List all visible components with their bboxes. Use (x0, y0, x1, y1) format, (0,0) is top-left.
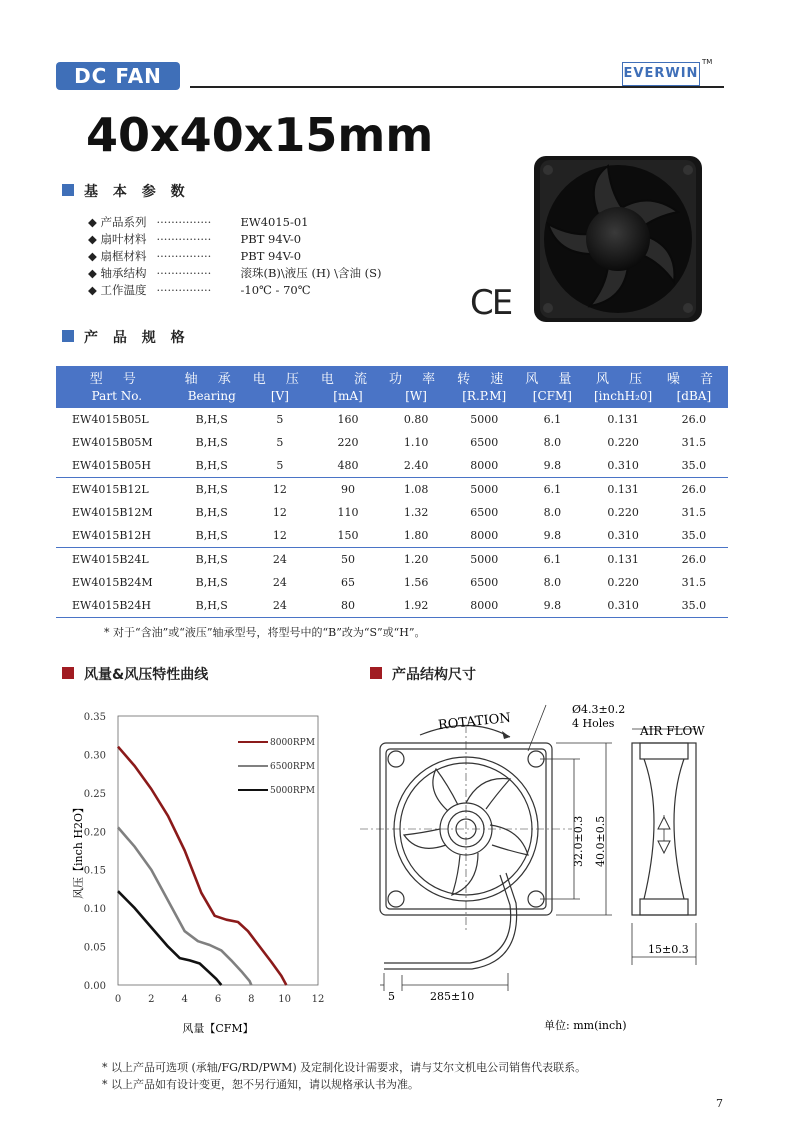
table-cell: 24 (246, 594, 314, 618)
table-cell: B,H,S (195, 413, 228, 426)
leader-dots: ··············· (156, 232, 212, 246)
column-header: 电 压 (246, 366, 314, 387)
table-cell: B,H,S (178, 548, 246, 572)
table-cell: 9.8 (543, 529, 562, 542)
column-header: 功 率 (382, 366, 450, 387)
param-value: 滚珠(B)\液压 (H) \含油 (S) (240, 266, 382, 280)
table-cell: 0.131 (586, 478, 659, 502)
table-cell: 8000 (450, 594, 518, 618)
dim-32-label: 32.0±0.3 (572, 815, 585, 867)
leader-dots: ··············· (156, 249, 212, 263)
series-line-8000rpm (118, 747, 286, 985)
table-cell: 6500 (470, 436, 499, 449)
x-tick-label: 4 (181, 994, 188, 1005)
column-unit: [W] (382, 387, 450, 408)
table-cell: B,H,S (178, 478, 246, 502)
param-row (88, 214, 382, 231)
param-key: 扇框材料 (100, 249, 147, 263)
table-cell: 35.0 (660, 594, 728, 618)
table-cell: 12 (272, 529, 287, 542)
x-tick-label: 12 (311, 994, 325, 1005)
airflow-label: AIR FLOW (640, 724, 705, 738)
diamond-bullet-icon: ◆ (88, 249, 101, 263)
table-cell: 110 (337, 506, 359, 519)
dimension-drawing (360, 695, 730, 1035)
param-row (88, 231, 382, 248)
fan-photo (528, 150, 708, 328)
table-cell: 26.0 (660, 478, 728, 502)
x-tick-label: 2 (148, 994, 155, 1005)
table-row (56, 408, 728, 431)
param-value: PBT 94V-0 (240, 249, 302, 263)
table-cell: 0.220 (607, 436, 639, 449)
diamond-bullet-icon: ◆ (88, 266, 101, 280)
table-cell: 220 (337, 436, 359, 449)
param-row (88, 265, 382, 282)
column-header: 电 流 (314, 366, 382, 387)
table-cell: 5 (276, 436, 284, 449)
table-cell: 150 (337, 529, 359, 542)
table-cell: 1.20 (382, 548, 450, 572)
footer-note-1: * 以上产品可选项 (承轴/FG/RD/PWM) 及定制化设计需要求，请与艾尔文机电公司销售代表联系。 (102, 1061, 587, 1074)
table-cell: 1.56 (403, 576, 429, 589)
x-tick-label: 6 (214, 994, 222, 1005)
table-row (56, 571, 728, 594)
table-cell: 8.0 (543, 436, 562, 449)
table-cell: 5000 (470, 413, 499, 426)
table-cell: 12 (272, 506, 287, 519)
legend-label: 6500RPM (270, 762, 315, 772)
table-cell: B,H,S (195, 506, 228, 519)
table-cell: 31.5 (681, 506, 707, 519)
footer-note-2: * 以上产品如有设计变更，恕不另行通知，请以规格承认书为准。 (102, 1078, 419, 1091)
table-cell: B,H,S (195, 459, 228, 472)
dim-5-label: 5 (388, 990, 395, 1003)
y-tick-label: 0.25 (83, 788, 106, 800)
column-unit: [R.P.M] (450, 387, 518, 408)
column-header: 轴 承 (178, 366, 246, 387)
table-cell: B,H,S (178, 594, 246, 618)
column-header: 风 压 (586, 366, 659, 387)
diamond-bullet-icon: ◆ (88, 215, 101, 229)
trademark-mark: TM (702, 58, 713, 66)
dims-heading: 产品结构尺寸 (392, 667, 476, 683)
x-tick-label: 8 (248, 994, 255, 1005)
table-cell: EW4015B24M (72, 576, 153, 589)
basic-heading: 基 本 参 数 (84, 184, 190, 200)
legend-label: 8000RPM (270, 738, 315, 748)
table-cell: 0.220 (607, 576, 639, 589)
header-rule (190, 86, 724, 88)
table-cell: EW4015B12L (56, 478, 178, 502)
column-header: 噪 音 (660, 366, 728, 387)
table-cell: 9.8 (543, 459, 562, 472)
leader-dots: ··············· (156, 266, 212, 280)
table-header-en (56, 387, 728, 408)
table-row (56, 431, 728, 454)
y-tick-label: 0.05 (83, 942, 106, 954)
table-cell: 1.80 (403, 529, 429, 542)
table-cell: 80 (314, 594, 382, 618)
table-row (56, 524, 728, 548)
table-row (56, 478, 728, 502)
table-note: * 对于“含油”或“液压”轴承型号，将型号中的“B”改为“S”或“H”。 (104, 626, 426, 639)
table-cell: 35.0 (681, 459, 707, 472)
diamond-bullet-icon: ◆ (88, 232, 101, 246)
table-row (56, 454, 728, 478)
holes-dia-label: Ø4.3±0.2 (572, 703, 626, 716)
table-cell: EW4015B24H (56, 594, 178, 618)
column-unit: [dBA] (660, 387, 728, 408)
table-cell: 0.310 (607, 529, 639, 542)
x-tick-label: 10 (278, 994, 292, 1005)
column-unit: [mA] (314, 387, 382, 408)
table-cell: 480 (337, 459, 359, 472)
table-cell: 5000 (450, 478, 518, 502)
y-tick-label: 0.35 (83, 712, 106, 723)
curve-heading: 风量&风压特性曲线 (84, 667, 209, 683)
column-header: 风 量 (518, 366, 586, 387)
table-cell: 1.32 (403, 506, 429, 519)
table-row (56, 501, 728, 524)
table-header-cn (56, 366, 728, 387)
plot-frame (118, 716, 318, 985)
table-cell: 8000 (470, 529, 499, 542)
table-cell: 2.40 (403, 459, 429, 472)
table-cell: 65 (340, 576, 355, 589)
leader-dots: ··············· (156, 283, 212, 297)
dim-285-label: 285±10 (430, 990, 475, 1003)
table-cell: 5000 (450, 548, 518, 572)
table-cell: 31.5 (681, 436, 707, 449)
table-cell: 31.5 (681, 576, 707, 589)
table-cell: 35.0 (681, 529, 707, 542)
param-row (88, 248, 382, 265)
y-tick-label: 0.20 (83, 827, 106, 839)
table-cell: 0.131 (607, 413, 639, 426)
table-cell: 26.0 (660, 548, 728, 572)
table-cell: 6500 (470, 506, 499, 519)
diamond-bullet-icon: ◆ (88, 283, 101, 297)
dim-40-label: 40.0±0.5 (594, 815, 607, 867)
param-key: 轴承结构 (100, 266, 147, 280)
table-cell: 90 (314, 478, 382, 502)
column-unit: [CFM] (518, 387, 586, 408)
table-cell: 24 (272, 576, 287, 589)
leader-dots: ··············· (156, 215, 212, 229)
table-cell: 8000 (470, 459, 499, 472)
table-cell: EW4015B05M (72, 436, 153, 449)
column-unit: [inchH₂0] (586, 387, 659, 408)
table-cell: 6.1 (518, 548, 586, 572)
spec-heading: 产 品 规 格 (84, 330, 190, 346)
param-value: PBT 94V-0 (240, 232, 302, 246)
rotation-label: ROTATION (437, 710, 512, 734)
table-cell: 0.310 (607, 459, 639, 472)
spec-table (56, 366, 728, 618)
table-cell: 160 (337, 413, 359, 426)
table-cell: 0.80 (403, 413, 429, 426)
y-axis-label: 风压【inch H2O】 (72, 802, 85, 899)
section-marker-icon (62, 667, 74, 679)
legend-label: 5000RPM (270, 786, 315, 796)
column-header: 型 号 (56, 366, 178, 387)
section-marker-icon (370, 667, 382, 679)
column-unit: Bearing (178, 387, 246, 408)
table-cell: 6500 (470, 576, 499, 589)
category-tag: DC FAN (56, 62, 180, 90)
table-cell: EW4015B05H (72, 459, 152, 472)
dim-15-label: 15±0.3 (648, 943, 689, 956)
param-value: -10℃ - 70℃ (240, 283, 311, 297)
pq-chart (60, 700, 350, 1040)
holes-count-label: 4 Holes (572, 717, 615, 730)
table-cell: B,H,S (195, 529, 228, 542)
table-cell: EW4015B05L (72, 413, 149, 426)
table-cell: 1.08 (382, 478, 450, 502)
table-row (56, 548, 728, 572)
table-cell: 12 (246, 478, 314, 502)
param-key: 产品系列 (100, 215, 147, 229)
table-cell: B,H,S (195, 436, 228, 449)
table-cell: 5 (276, 459, 284, 472)
x-tick-label: 0 (114, 994, 122, 1005)
x-axis-label: 风量【CFM】 (182, 1022, 254, 1035)
table-cell: 0.220 (607, 506, 639, 519)
table-cell: 1.92 (382, 594, 450, 618)
table-cell: 6.1 (543, 413, 562, 426)
param-key: 工作温度 (100, 283, 147, 297)
ce-mark: CE (470, 283, 512, 323)
table-cell: 8.0 (543, 506, 562, 519)
page-title: 40x40x15mm (86, 108, 434, 162)
table-cell: EW4015B12M (72, 506, 153, 519)
y-tick-label: 0.10 (83, 904, 106, 916)
column-unit: [V] (246, 387, 314, 408)
table-cell: 1.10 (403, 436, 429, 449)
table-cell: 8.0 (543, 576, 562, 589)
table-cell: 0.310 (586, 594, 659, 618)
column-header: 转 速 (450, 366, 518, 387)
table-cell: EW4015B24L (56, 548, 178, 572)
basic-params-list (88, 214, 382, 299)
page-number: 7 (716, 1097, 723, 1110)
table-cell: 6.1 (518, 478, 586, 502)
section-marker-icon (62, 184, 74, 196)
table-cell: 26.0 (681, 413, 707, 426)
y-tick-label: 0.30 (83, 750, 106, 762)
param-row (88, 282, 382, 299)
y-tick-label: 0.15 (83, 865, 106, 877)
table-cell: 5 (276, 413, 284, 426)
table-cell: B,H,S (195, 576, 228, 589)
table-cell: 50 (314, 548, 382, 572)
table-cell: EW4015B12H (72, 529, 152, 542)
brand-logo: EVERWIN (622, 62, 700, 86)
y-tick-label: 0.00 (83, 981, 106, 992)
column-unit: Part No. (56, 387, 178, 408)
table-row (56, 594, 728, 618)
section-marker-icon (62, 330, 74, 342)
unit-label: 单位: mm(inch) (544, 1019, 627, 1032)
table-cell: 9.8 (518, 594, 586, 618)
table-cell: 0.131 (586, 548, 659, 572)
param-value: EW4015-01 (240, 215, 309, 229)
table-cell: 24 (246, 548, 314, 572)
param-key: 扇叶材料 (100, 232, 147, 246)
